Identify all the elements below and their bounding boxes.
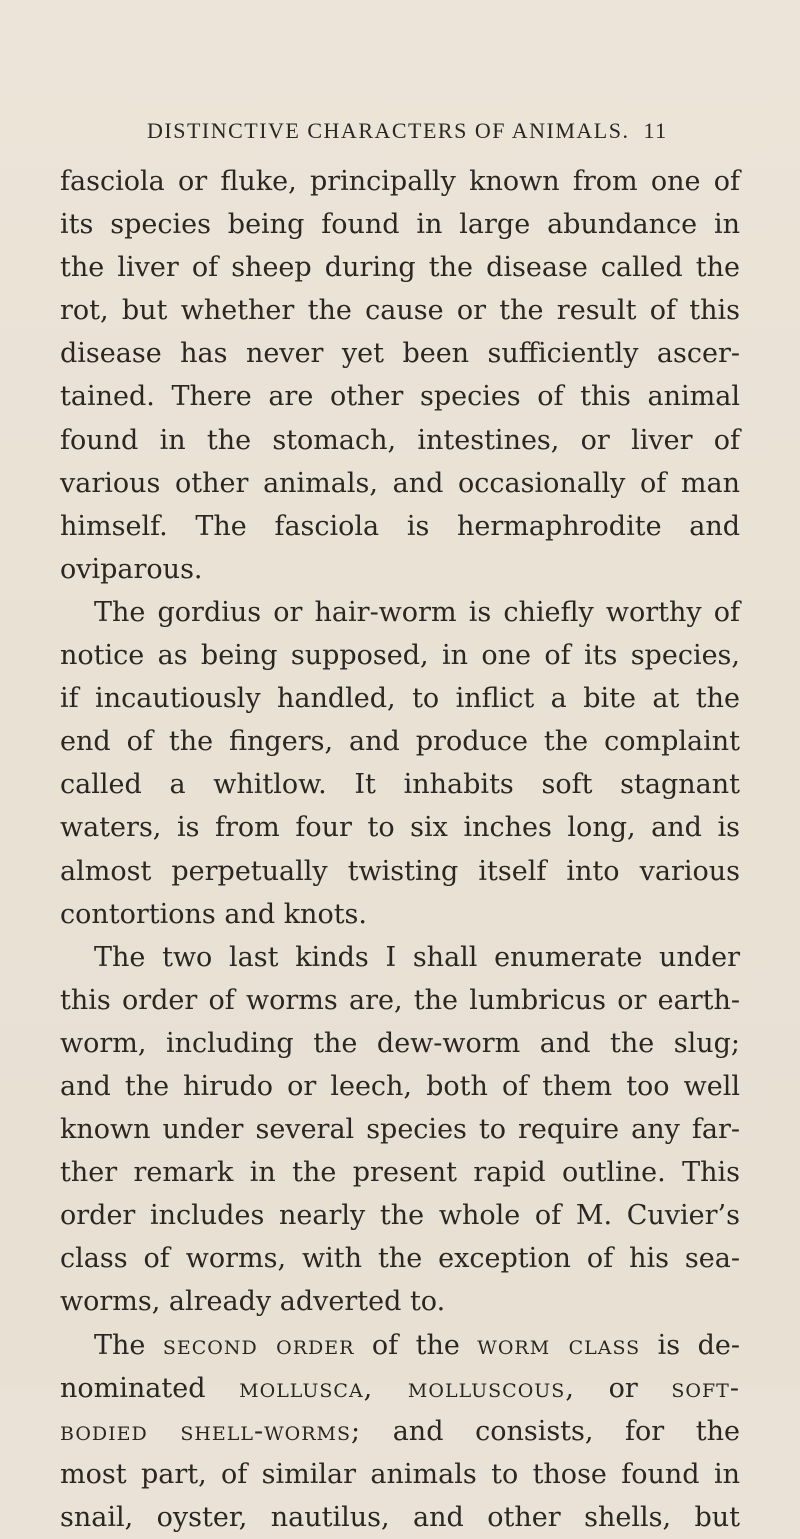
text-line: waters, is from four to six inches long, and is <box>60 812 740 844</box>
text-line: this order of worms are, the lumbricus or earth- <box>60 984 740 1016</box>
text-line: snail, oyster, nautilus, and other shells, but <box>60 1501 740 1533</box>
paragraph-start-line: The two last kinds I shall enumerate under <box>94 941 740 973</box>
text-line: notice as being supposed, in one of its species, <box>60 640 740 672</box>
text-line: called a whitlow. It inhabits soft stagnant <box>60 769 740 801</box>
text-line: if incautiously handled, to inflict a bite at the <box>60 683 740 715</box>
page-number: 11 <box>643 118 668 143</box>
small-caps-term: bodied shell-worms; <box>60 1415 362 1447</box>
text-line: himself. The fasciola is hermaphrodite and <box>60 510 740 542</box>
text-line: contortions and knots. <box>60 898 367 930</box>
text-line: tained. There are other species of this animal <box>60 381 740 413</box>
text-line: known under several species to require any far- <box>60 1114 740 1146</box>
paragraph-start-line <box>60 1324 740 1367</box>
text-line: most part, of similar animals to those found in <box>60 1458 740 1490</box>
text-line: found in the stomach, intestines, or liver of <box>60 424 740 456</box>
body-text <box>60 160 740 1539</box>
text-line: end of the fingers, and produce the complaint <box>60 726 740 758</box>
text-line: class of worms, with the exception of his sea- <box>60 1243 740 1275</box>
text-fragment: and consists, for the <box>361 1415 741 1447</box>
running-head <box>147 118 668 144</box>
text-fragment: is de- <box>640 1329 740 1361</box>
text-fragment: The <box>94 1329 163 1361</box>
text-line: the liver of sheep during the disease called the <box>60 252 740 284</box>
text-line: rot, but whether the cause or the result of this <box>60 295 740 327</box>
paragraph-start-line: The gordius or hair-worm is chiefly worthy of <box>94 596 740 628</box>
text-fragment: nominated <box>60 1372 240 1404</box>
text-line: ther remark in the present rapid outline. This <box>60 1157 740 1189</box>
text-fragment: of the <box>354 1329 478 1361</box>
small-caps-term: mollusca, molluscous, <box>239 1372 575 1404</box>
text-line: worms, already adverted to. <box>60 1286 446 1318</box>
text-line: its species being found in large abundance in <box>60 209 740 241</box>
text-line: worm, including the dew-worm and the slug; <box>60 1027 740 1059</box>
text-line: various other animals, and occasionally of man <box>60 467 740 499</box>
text-line: order includes nearly the whole of M. Cuvier’s <box>60 1200 740 1232</box>
text-line: oviparous. <box>60 553 203 585</box>
text-line: fasciola or fluke, principally known from one of <box>60 166 740 197</box>
running-head-title: DISTINCTIVE CHARACTERS OF ANIMALS. <box>147 118 630 143</box>
small-caps-term: soft- <box>671 1372 740 1404</box>
text-line <box>60 1410 740 1453</box>
text-line: and the hirudo or leech, both of them too well <box>60 1070 740 1102</box>
text-line: almost perpetually twisting itself into various <box>60 855 740 887</box>
small-caps-term: worm class <box>477 1329 641 1361</box>
text-line <box>60 1367 740 1410</box>
small-caps-term: second order <box>162 1329 355 1361</box>
text-line: disease has never yet been sufficiently ascer- <box>60 338 740 370</box>
text-fragment: or <box>574 1372 672 1404</box>
